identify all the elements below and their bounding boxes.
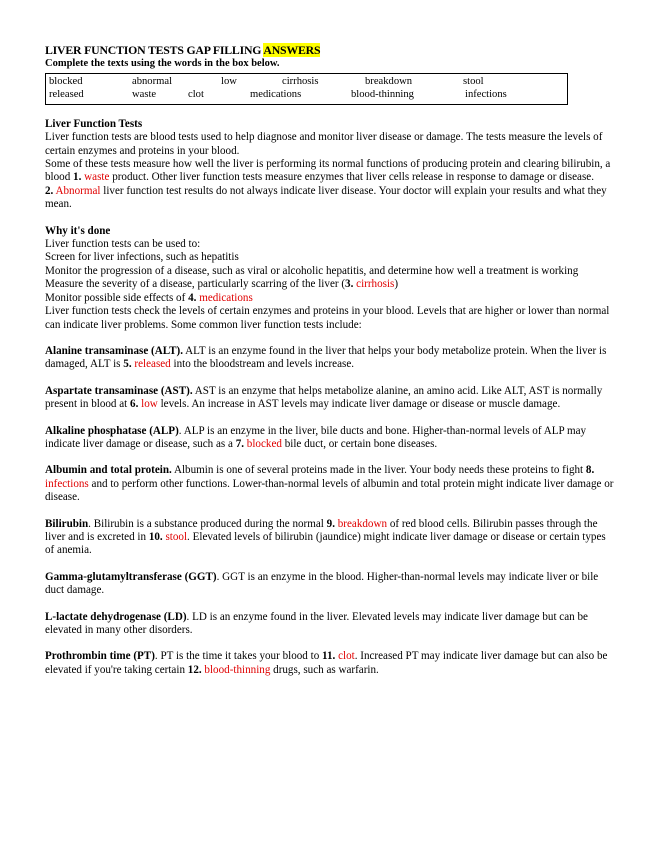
answer-word: medications <box>199 291 253 304</box>
gap-number: 10. <box>148 530 163 543</box>
title-answers-highlight: ANSWERS <box>263 43 321 57</box>
word-box-word: blood-thinning <box>351 89 414 101</box>
answer-word: clot <box>338 650 355 663</box>
gap-number: 5. <box>123 358 132 371</box>
title-gap-filling: GAP FILLING <box>186 43 262 57</box>
test-ast <box>45 385 615 412</box>
term: Albumin and total protein. <box>45 464 172 477</box>
answer-word: stool <box>165 530 188 543</box>
word-box-word: stool <box>463 75 484 87</box>
gap-number: 8. <box>585 464 595 477</box>
text: Albumin is one of several proteins made in the liver. Your body needs these proteins to fight <box>171 464 586 477</box>
answer-word: infections <box>45 477 89 490</box>
answer-word: breakdown <box>337 517 388 530</box>
gap-number: 7. <box>235 437 245 450</box>
section-heading-why-its-done: Why it's done <box>45 224 111 237</box>
answer-word: low <box>141 398 158 411</box>
text: Measure the severity of a disease, particularly scarring of the liver ( <box>45 278 346 291</box>
term: L-lactate dehydrogenase (LD) <box>45 610 187 623</box>
line: Monitor the progression of a disease, such as viral or alcoholic hepatitis, and determine how well a treatment is working <box>45 264 579 277</box>
answer-word: blood-thinning <box>204 663 271 676</box>
text: . Increased PT may indicate liver damage but can also be elevated if you're taking certain <box>45 650 608 676</box>
term: Prothrombin time (PT) <box>45 650 155 663</box>
test-alp <box>45 425 615 452</box>
gap-number: 9. <box>326 517 335 530</box>
word-box-word: released <box>49 89 84 101</box>
answer-word: released <box>134 358 171 371</box>
text: product. Other liver function tests measure enzymes that liver cells release in response to damage or disease. <box>109 171 594 184</box>
text: ) <box>394 278 399 291</box>
word-box-word: blocked <box>49 75 83 87</box>
gap-number: 11. <box>322 650 336 663</box>
paragraph <box>45 131 615 158</box>
answer-word: cirrhosis <box>356 278 395 291</box>
gap-number: 3. <box>345 278 354 291</box>
term: Alanine transaminase (ALT). <box>45 344 183 357</box>
test-alt <box>45 345 615 372</box>
word-box-word: cirrhosis <box>282 75 319 87</box>
line: Liver function tests can be used to: <box>45 238 201 251</box>
test-bilirubin <box>45 518 615 558</box>
word-box-row-2 <box>49 88 564 102</box>
text: drugs, such as warfarin. <box>270 663 379 676</box>
gap-number: 4. <box>188 291 197 304</box>
section-heading-liver-function-tests: Liver Function Tests <box>45 117 143 130</box>
text: levels. An increase in AST levels may indicate liver damage or disease or muscle damage. <box>157 398 561 411</box>
term: Gamma-glutamyltransferase (GGT) <box>45 570 217 583</box>
worksheet-title <box>45 44 615 57</box>
text: ALT is an enzyme found in the liver that helps your body metabolize protein. When the liver is damaged, ALT is <box>45 344 607 371</box>
text: of red blood cells. Bilirubin passes through the liver and is excreted in <box>45 517 598 543</box>
worksheet-page <box>45 44 615 677</box>
paragraph <box>45 158 615 185</box>
test-pt <box>45 650 615 677</box>
gap-number: 12. <box>187 663 202 676</box>
text: . Elevated levels of bilirubin (jaundice) might indicate liver damage or disease or certain types of anemia. <box>45 530 606 557</box>
word-box-word: medications <box>250 89 302 101</box>
text: . ALP is an enzyme in the liver, bile ducts and bone. Higher-than-normal levels of ALP may indicate liver damage or disease, such as a <box>45 424 587 450</box>
term: Aspartate transaminase (AST). <box>45 384 193 397</box>
term: Alkaline phosphatase (ALP) <box>45 424 179 437</box>
text: . PT is the time it takes your blood to <box>154 650 323 663</box>
text: Liver function tests are blood tests used to help diagnose and monitor liver disease or damage. The tests measure the levels of certain enzymes and proteins in your blood. <box>45 131 603 157</box>
gap-number: 2. <box>45 184 54 197</box>
text: and to perform other functions. Lower-than-normal levels of albumin and total protein might indicate liver damage or disease. <box>45 477 614 504</box>
gap-number: 1. <box>73 171 82 184</box>
paragraph <box>45 185 615 212</box>
text: into the bloodstream and levels increase. <box>170 358 355 371</box>
answer-word: Abnormal <box>55 184 101 197</box>
text: Monitor possible side effects of <box>45 291 189 304</box>
text: . GGT is an enzyme in the blood. Higher-than-normal levels may indicate liver or bile duct damage. <box>45 570 599 597</box>
gap-number: 6. <box>130 398 139 411</box>
title-main: LIVER FUNCTION TESTS <box>45 43 184 57</box>
text: . Bilirubin is a substance produced during the normal <box>88 517 327 530</box>
text: bile duct, or certain bone diseases. <box>281 437 438 450</box>
word-box-word: clot <box>188 89 204 101</box>
word-box-word: low <box>221 75 237 87</box>
term: Bilirubin <box>45 517 89 530</box>
test-albumin <box>45 464 615 504</box>
word-box-word: breakdown <box>365 75 413 87</box>
word-box-word: infections <box>465 89 507 101</box>
line: Screen for liver infections, such as hepatitis <box>45 251 239 264</box>
test-ggt <box>45 571 615 598</box>
text: liver function test results do not always indicate liver disease. Your doctor will explain your results and what they mean. <box>45 184 607 211</box>
paragraph: Liver function tests check the levels of certain enzymes and proteins in your blood. Levels that are higher or lower than normal can indicate liver problems. Some common liver function tests include: <box>45 305 610 331</box>
answer-word: waste <box>84 171 110 184</box>
word-box-word: waste <box>132 89 157 101</box>
text: AST is an enzyme that helps metabolize alanine, an amino acid. Like ALT, AST is normally present in blood at <box>45 384 603 411</box>
line <box>45 278 615 291</box>
answer-word: blocked <box>246 437 282 450</box>
test-ld <box>45 611 615 638</box>
line <box>45 292 615 305</box>
instruction: Complete the texts using the words in the box below. <box>45 58 280 70</box>
text: Some of these tests measure how well the liver is performing its normal functions of producing protein and clearing bilirubin, a blood <box>45 158 611 184</box>
word-box-row-1 <box>49 75 564 89</box>
word-box-word: abnormal <box>132 75 173 87</box>
text: . LD is an enzyme found in the liver. Elevated levels may indicate liver damage but can be elevated in many other disorders. <box>45 610 588 636</box>
word-box <box>45 73 568 105</box>
